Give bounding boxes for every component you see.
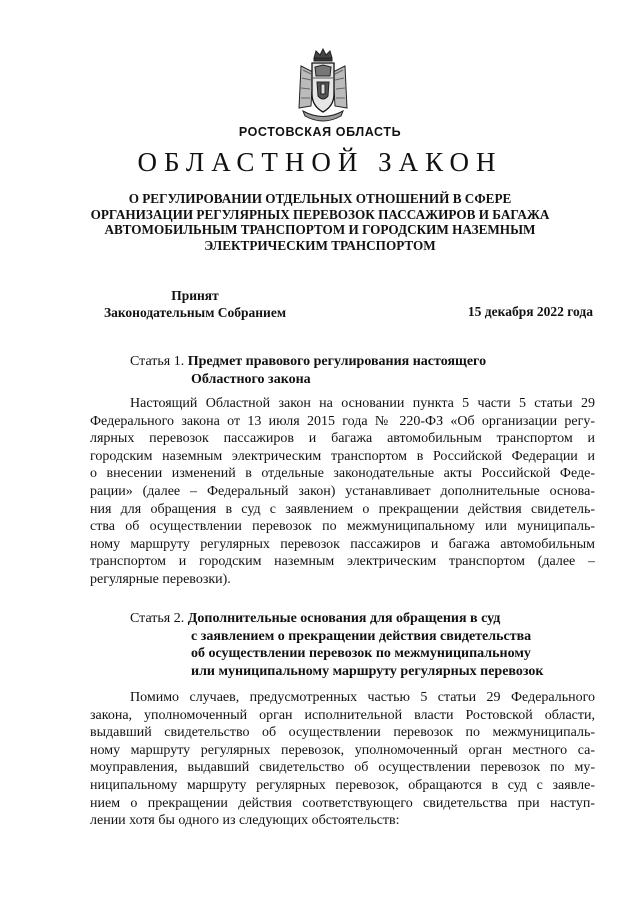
text-line: транспортом и городским наземным электрическим транспортом (далее – (90, 554, 595, 570)
adoption-label-line: Законодательным Собранием (103, 305, 287, 320)
article-title-line: об осуществлении перевозок по межмуниципальному (191, 646, 531, 661)
text-line: выдавший свидетельство об осуществлении перевозок по межмуниципаль- (90, 725, 595, 741)
text-line: ния для обращения в суд с заявлением о прекращении действия свидетель- (90, 501, 595, 517)
law-title-line: О РЕГУЛИРОВАНИИ ОТДЕЛЬНЫХ ОТНОШЕНИЙ В СФЕРЕ (128, 191, 512, 206)
law-type-heading: ОБЛАСТНОЙ ЗАКОН (137, 147, 503, 177)
adoption-label-line: Принят (171, 288, 219, 303)
text-line: лении хотя бы одного из следующих обстоятельств: (90, 813, 400, 829)
text-line: о внесении изменений в отдельные законодательные акты Российской Феде- (90, 466, 595, 482)
adoption-date: 15 декабря 2022 года (467, 304, 593, 319)
text-line: нием о прекращении действия соответствующего свидетельства при наступ- (90, 795, 595, 811)
text-line: лярных перевозок пассажиров и багажа автомобильным транспортом и (90, 431, 595, 447)
article-title-line: Областного закона (191, 371, 311, 387)
text-line: ниципальному маршруту регулярных перевозок, обращаются в суд с заявле- (90, 777, 595, 793)
text-line: Помимо случаев, предусмотренных частью 5 статьи 29 Федерального (130, 690, 595, 705)
article-title-line: Дополнительные основания для обращения в суд (187, 611, 501, 626)
text-line: ства об осуществлении перевозок по межмуниципальному или муниципаль- (90, 519, 595, 535)
article-2-heading (130, 610, 544, 680)
article-title-line: или муниципальному маршруту регулярных перевозок (191, 663, 544, 679)
text-line: закона, уполномоченный орган исполнительной власти Ростовской области, (90, 707, 595, 723)
text-line: рации» (далее – Федеральный закон) устанавливает дополнительные основа- (90, 483, 595, 499)
text-line: ному маршруту регулярных перевозок пассажиров и багажа автомобильным (90, 536, 595, 552)
article-title-line: с заявлением о прекращении действия свидетельства (191, 628, 532, 644)
law-title-line: АВТОМОБИЛЬНЫМ ТРАНСПОРТОМ И ГОРОДСКИМ НАЗЕМНЫМ (104, 222, 536, 237)
coat-of-arms-emblem (297, 48, 349, 124)
law-title-line: ОРГАНИЗАЦИИ РЕГУЛЯРНЫХ ПЕРЕВОЗОК ПАССАЖИРОВ И БАГАЖА (90, 206, 550, 222)
law-title (70, 191, 570, 253)
law-title-line: ЭЛЕКТРИЧЕСКИМ ТРАНСПОРТОМ (204, 237, 436, 253)
text-line: ному маршруту регулярных перевозок, уполномоченный орган местного са- (90, 742, 595, 758)
text-line: регулярные перевозки). (90, 571, 231, 587)
text-line: городским наземным электрическим транспортом в Российской Федерации и (90, 448, 595, 464)
article-number: Статья 1. (130, 354, 185, 369)
article-1-text (90, 395, 595, 589)
article-number: Статья 2. (130, 611, 185, 626)
article-title-line: Предмет правового регулирования настоящего (187, 354, 487, 369)
region-name: РОСТОВСКАЯ ОБЛАСТЬ (238, 125, 402, 139)
text-line: Настоящий Областной закон на основании пункта 5 части 5 статьи 29 (130, 396, 595, 411)
text-line: Федерального закона от 13 июля 2015 года № 220-ФЗ «Об организации регу- (90, 413, 595, 429)
article-2-text (90, 689, 595, 830)
adoption-label (90, 287, 300, 321)
article-1-heading (130, 353, 486, 388)
text-line: моуправления, выдавший свидетельство об осуществлении перевозок по му- (90, 760, 595, 776)
